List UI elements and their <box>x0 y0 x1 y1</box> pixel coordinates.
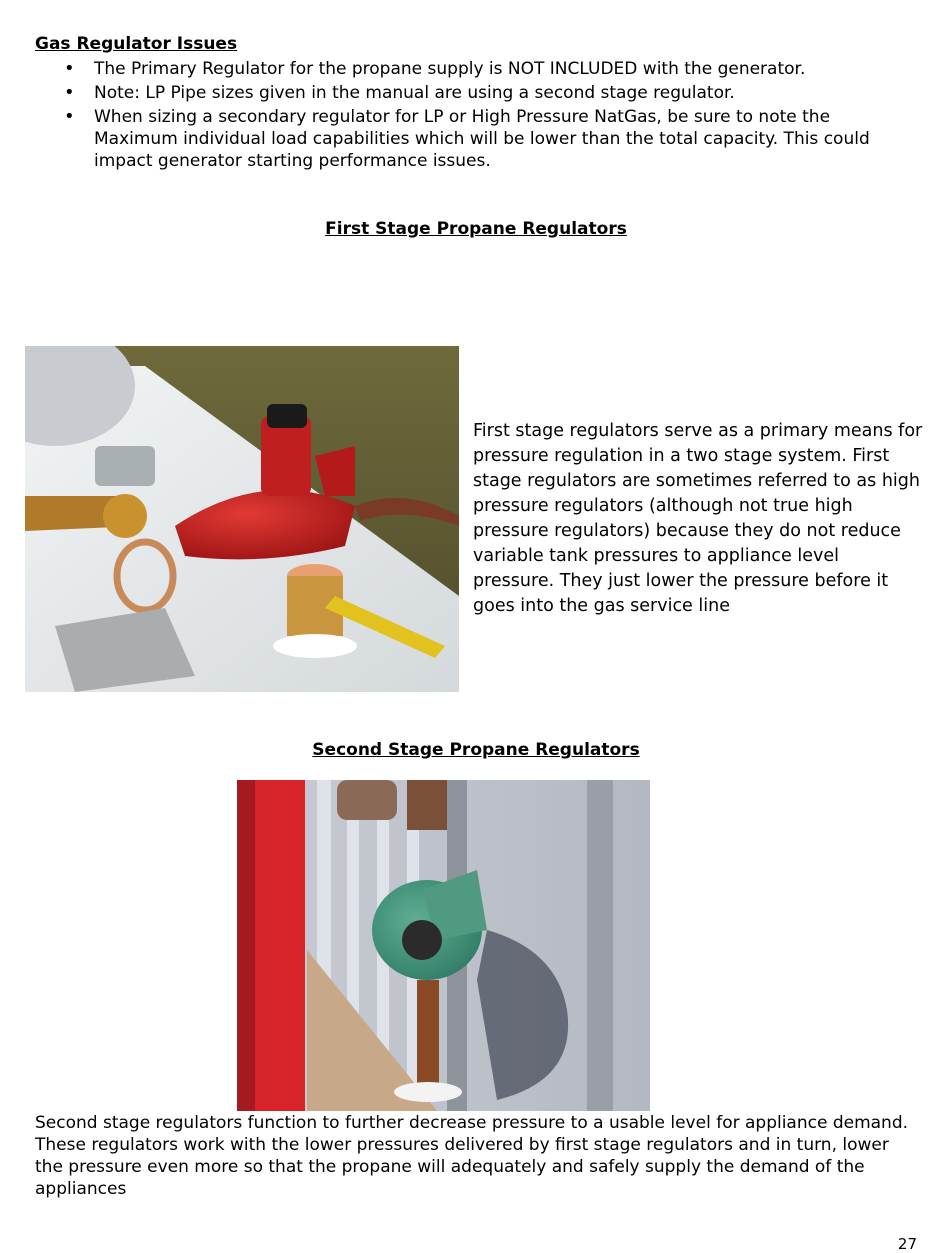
gas-regulator-issues-heading: Gas Regulator Issues <box>35 34 238 54</box>
issues-bullet-list <box>35 58 895 174</box>
first-stage-regulator-photo <box>25 346 459 692</box>
second-stage-description: Second stage regulators function to further decrease pressure to a usable level for appliance demand. These regulators work with the lower pressures delivered by first stage regulators and in turn, lower the pressure even more so that the propane will adequately and safely supply the demand of the appliances <box>35 1113 909 1199</box>
second-stage-regulator-photo <box>237 780 650 1111</box>
bullet-item: • The Primary Regulator for the propane supply is NOT INCLUDED with the generator. <box>35 58 895 80</box>
first-stage-description: First stage regulators serve as a primary means for pressure regulation in a two stage system. First stage regulators are sometimes referred to as high pressure regulators (although not true high pressure regulators) because they do not reduce variable tank pressures to appliance level pressure. They just lower the pressure before it goes into the gas service line <box>473 421 923 616</box>
first-stage-heading: First Stage Propane Regulators <box>325 219 627 239</box>
bullet-item: • When sizing a secondary regulator for LP or High Pressure NatGas, be sure to note the Maximum individual load capabilities which will be lower than the total capacity. This could impact generator starting performance issues. <box>35 106 895 172</box>
second-stage-heading: Second Stage Propane Regulators <box>312 740 640 760</box>
bullet-item: • Note: LP Pipe sizes given in the manual are using a second stage regulator. <box>35 82 895 104</box>
page-number: 27 <box>897 1235 917 1253</box>
